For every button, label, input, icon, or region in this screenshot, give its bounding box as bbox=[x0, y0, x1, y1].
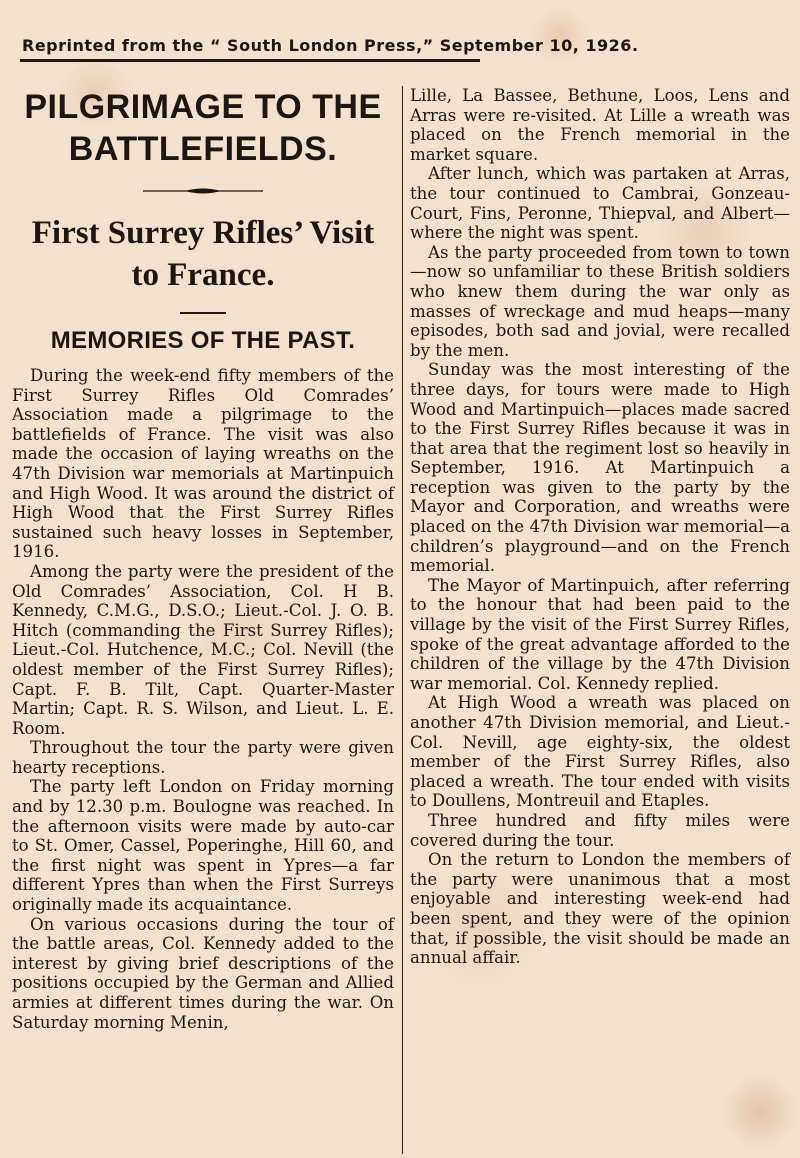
short-rule bbox=[180, 312, 226, 314]
paragraph: Lille, La Bassee, Bethune, Loos, Lens and Arras were re-visited. At Lille a wreath was placed on the French memorial in the market square. bbox=[410, 86, 790, 164]
headline bbox=[12, 86, 394, 170]
paragraph: After lunch, which was partaken at Arras, the tour continued to Cambrai, Gonzeau-Court, Fins, Peronne, Thiepval, and Albert—where the night was spent. bbox=[410, 164, 790, 243]
paragraph: The Mayor of Martinpuich, after referring to the honour that had been paid to the village by the visit of the First Surrey Rifles, spoke of the great advantage afforded to the children of the village by the 47th Division war memorial. Col. Kennedy replied. bbox=[410, 575, 790, 693]
left-column bbox=[12, 82, 394, 1032]
headline-line-1: PILGRIMAGE TO THE bbox=[24, 88, 382, 126]
paragraph: The party left London on Friday morning and by 12.30 p.m. Boulogne was reached. In the afternoon visits were made by auto-car to St. Omer, Cassel, Poperinghe, Hill 60, and the first night was spent in Ypres—a far different Ypres than when the First Surreys originally made its acquaintance. bbox=[12, 777, 394, 915]
headline-line-2: BATTLEFIELDS. bbox=[68, 130, 338, 168]
subheadline-line-1: First Surrey Rifles’ Visit bbox=[31, 215, 375, 251]
paragraph: Three hundred and fifty miles were covered during the tour. bbox=[410, 810, 790, 850]
section-heading: MEMORIES OF THE PAST. bbox=[50, 327, 356, 354]
paragraph: Sunday was the most interesting of the three days, for tours were made to High Wood and Martinpuich—places made sacred to the First Surrey Rifles because it was in that area that the regiment lost so heavily in September, 1916. At Martinpuich a reception was given to the party by the Mayor and Corporation, and wreaths were placed on the 47th Division war memorial—a children’s playground—and on the French memorial. bbox=[410, 360, 790, 576]
right-column bbox=[410, 86, 790, 968]
paragraph: On various occasions during the tour of the battle areas, Col. Kennedy added to the interest by giving brief descriptions of the positions occupied by the German and Allied armies at different times during the war. On Saturday morning Menin, bbox=[12, 914, 394, 1032]
paragraph: As the party proceeded from town to town—now so unfamiliar to these British soldiers who knew them during the war only as masses of wreckage and mud heaps—many episodes, both sad and jovial, were recalled by the men. bbox=[410, 242, 790, 360]
paragraph: Among the party were the president of the Old Comrades’ Association, Col. H B. Kennedy, C.M.G., D.S.O.; Lieut.-Col. J. O. B. Hitch (commanding the First Surrey Rifles); Lieut.-Col. Hutchence, M.C.; Col. Nevill (the oldest member of the First Surrey Rifles); Capt. F. B. Tilt, Capt. Quarter-Master Martin; Capt. R. S. Wilson, and Lieut. L. E. Room. bbox=[12, 561, 394, 738]
paragraph: Throughout the tour the party were given hearty receptions. bbox=[12, 738, 394, 777]
paragraph: At High Wood a wreath was placed on another 47th Division memorial, and Lieut.-Col. Nevill, age eighty-six, the oldest member of the First Surrey Rifles, also placed a wreath. The tour ended with visits to Doullens, Montreuil and Etaples. bbox=[410, 693, 790, 811]
subheadline bbox=[12, 212, 394, 296]
header-rule bbox=[20, 59, 480, 62]
paragraph: During the week-end fifty members of the First Surrey Rifles Old Comrades’ Association made a pilgrimage to the battlefields of France. The visit was also made the occasion of laying wreaths on the 47th Division war memorials at Martinpuich and High Wood. It was around the district of High Wood that the First Surrey Rifles sustained such heavy losses in September, 1916. bbox=[12, 366, 394, 562]
ornamental-rule-icon bbox=[143, 186, 263, 196]
column-divider bbox=[402, 86, 403, 1154]
subheadline-line-2: to France. bbox=[131, 257, 275, 293]
reprint-header: Reprinted from the “ South London Press,” September 10, 1926. bbox=[22, 36, 639, 55]
paragraph: On the return to London the members of the party were unanimous that a most enjoyable and interesting week-end had been spent, and they were of the opinion that, if possible, the visit should be made an annual affair. bbox=[410, 850, 790, 968]
